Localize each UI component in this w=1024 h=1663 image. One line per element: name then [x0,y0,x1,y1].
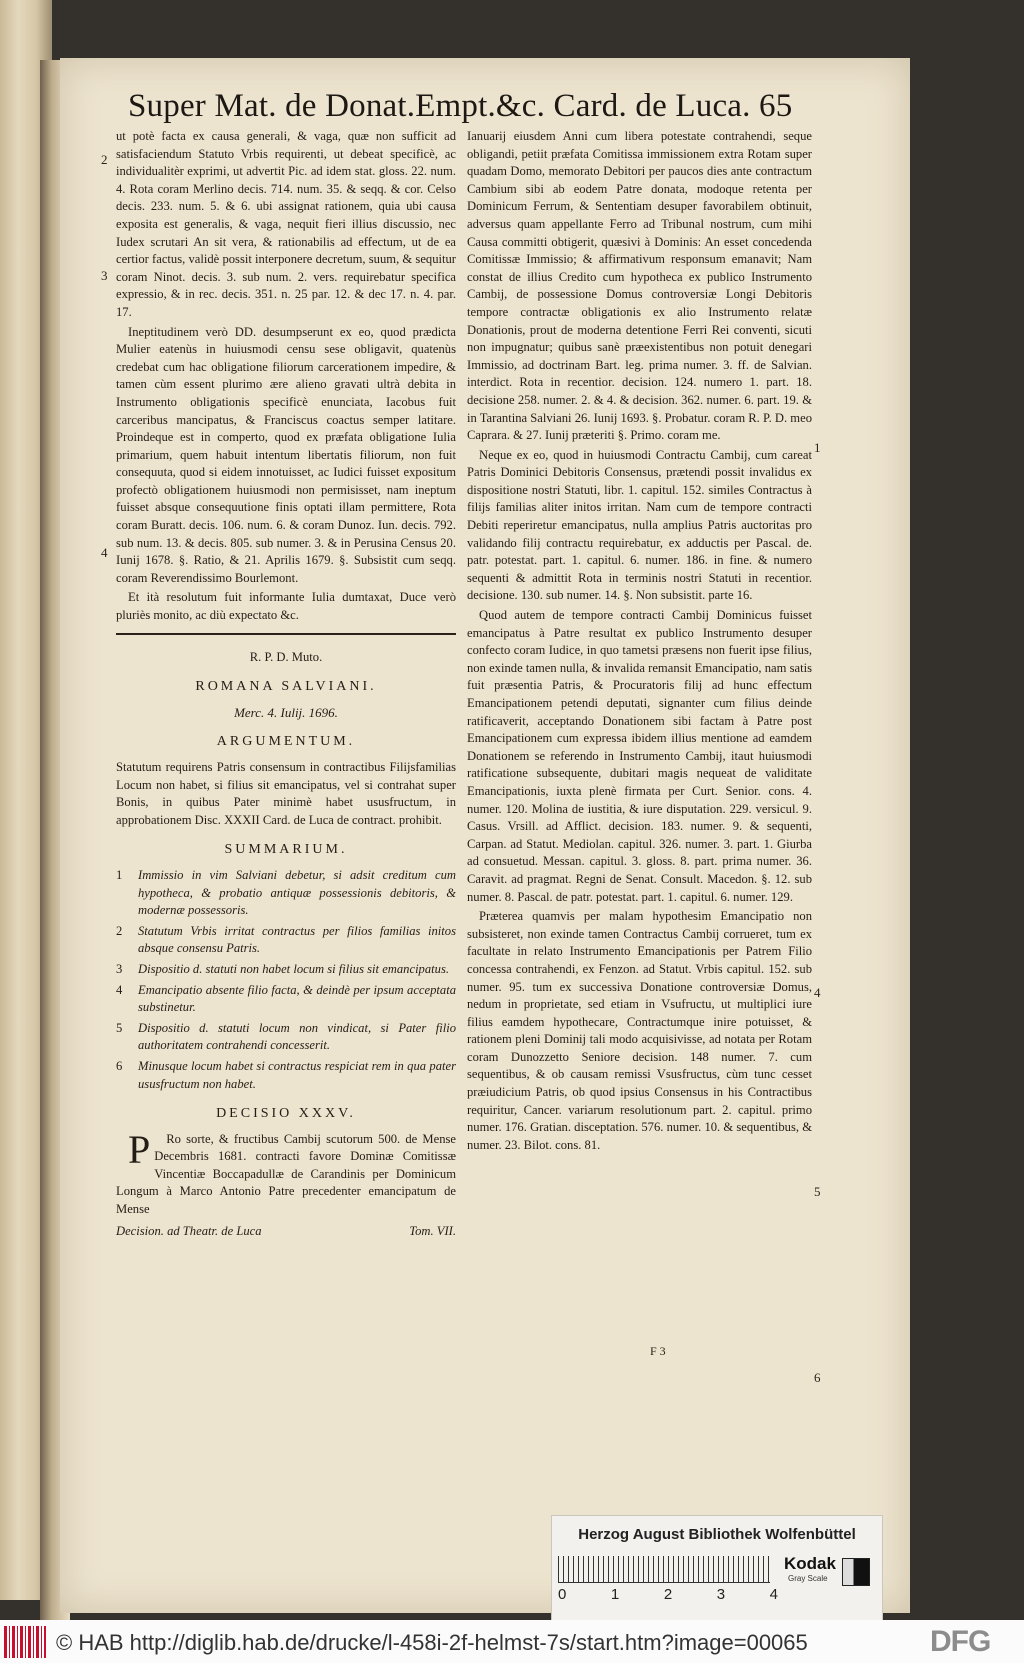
margin-number: 1 [814,440,821,455]
summarium-list [116,867,456,1093]
right-paragraph: Neque ex eo, quod in huiusmodi Contractu Cambij, cum careat Patris Dominici Debitoris Consensus, prætendi possit invalidus ex dispositione nostri Statuti, libr. 1. capitul. 152. similes Contractus à filijs familias aliter initos irritan. Nam cum de tempore contracti Debiti reperiretur emancipatus, nulla amplius Patris auctoritas pro validando filij contractu requirebatur, ex adductis per Pascal. de. patr. potestat. part. 1. capitul. 6. numer. 186. in fine. & numero sequenti & admittit Rota in terminis nostri Statuti in recentior. decisione. 130. sub numer. 14. §. Non subsistit. parte 16. [467,447,812,603]
decisio-text: Ro sorte, & fructibus Cambij scutorum 500. de Mense Decembris 1681. contracti favore Dominæ Comitissæ Vincentiæ Boccapadullæ de Carandinis per Dominicum Longum à Marco Antonio Patre precedenter emancipatum de Mense [116,1131,456,1217]
scale-number: 3 [716,1586,726,1603]
footer-bar [0,1620,1024,1663]
drop-cap: P [128,1126,151,1172]
signature-mark: F 3 [650,1344,666,1358]
summarium-item: 5 Dispositio d. statuti locum non vindicat, si Pater filio authoritatem contrahendi concesserit. [116,1020,456,1053]
scale-number: 2 [663,1586,673,1603]
color-target-card [551,1515,883,1635]
grayscale-patch [842,1558,870,1586]
right-paragraph: Ianuarij eiusdem Anni cum libera potestate contrahendi, seque obligandi, petiit præfata Comitissa immissionem extra Rotam super quadam Domo, memorato Debitori per paucos dies ante contractum Cambium sibi ab eodem Patre donata, modoque retenta per Dominicum Ferrum, & Sententiam desuper favorabilem obtinuit, adversus quam appellante Ferro ad Tribunal nostrum, cum mihi Causa committi obtigerit, quæsivi à Dominis: An esset concedenda Comitissæ Immissio; & affirmativum responsum emanavit; Nam constat de illius Credito cum hypotheca ex publico Instrumento Cambij, de possessione Domus controversiæ Longi Debitoris tempore contractæ obligationis ex alio Instrumento relatæ Donationis, prout de moderna detentione Ferri Rei conventi, sicuti non impugnatur; quibus sanè præexistentibus non potuit denegari Immissio, ad doctrinam Bart. leg. prima numer. 3. ff. de Salvian. interdict. Rota in recentior. decision. 124. numero 1. part. 18. decisione 258. numer. 2. & 4. & decision. 362. numer. 6. part. 19. & in Tarantina Salviani 26. Iunij 1693. §. Probatur. coram R. P. D. meo Caprara. & 27. Iunij præteriti §. Primo. coram me. [467,129,812,443]
right-column [467,128,812,1156]
source-link[interactable]: © HAB http://diglib.hab.de/drucke/l-458i-2f-helmst-7s/start.htm?image=00065 [56,1630,808,1655]
kodak-subtitle: Gray Scale [788,1574,828,1583]
case-date: Merc. 4. Iulij. 1696. [234,704,338,720]
scale-number: 4 [769,1586,778,1603]
summarium-item: 6 Minusque locum habet si contractus respiciat rem in qua pater ususfructum non habet. [116,1058,456,1091]
summarium-item: 4 Emancipatio absente filio facta, & deindè per ipsum acceptata substinetur. [116,982,456,1015]
margin-number: 5 [814,1184,821,1199]
scale-numbers [558,1586,778,1603]
argumentum-text: Statutum requirens Patris consensum in contractibus Filijsfamilias Locum non habet, si filius sit emancipatus, vel si contrahat super Bonis, in quibus Pater minimè habet ususfructum, in approbationem Disc. XXXII Card. de Luca de contract. prohibit. [116,760,456,827]
running-header: Super Mat. de Donat.Empt.&c. Card. de Luca. 65 [128,88,793,124]
case-title: ROMANA SALVIANI. [195,679,377,695]
margin-number: 4 [814,985,821,1000]
left-paragraph: Et ità resolutum fuit informante Iulia dumtaxat, Duce verò pluriès monito, ac diù expectato &c. [116,590,456,623]
decisio-title: DECISIO XXXV. [216,1106,356,1122]
catchline-right: Tom. VII. [409,1223,456,1238]
dfg-logo: DFG [930,1625,991,1658]
argumentum-title: ARGUMENTUM. [216,734,356,750]
left-paragraph: Ineptitudinem verò DD. desumpserunt ex eo, quod prædicta Mulier eatenùs in huiusmodi censu sese obligavit, quatenùs credebat cum hac obligatione filiorum carcerationem impedire, & tamen cùm essent plurimo ære alieno gravati ultrà debita in Instrumento obligationis specificè enunciata, Iacobus fuit carceribus mancipatus, & Franciscus coactus semper latitare. Proindeque est in comperto, quod ex præfata obligatione Iulia primarium, quem habuit intentum libertatis filiorum, non fuit consequuta, quod si eidem innotuisset, ac Iudici fuisset expositum profectò obligationem huiusmodi non permisisset, nam ineptum fuisset absque consequutione finis optati illam permittere, Rota coram Buratt. decis. 106. num. 6. & coram Dunoz. Iun. decis. 792. sub num. 13. & decis. 805. sub numer. 3. & in Perusina Census 20. Iunij 1678. §. Ratio, & 21. Aprilis 1679. §. Subsistit cum seqq. coram Reverendissimo Bourlemont. [116,324,456,585]
decisio-paragraph [116,1126,456,1219]
margin-number: 6 [814,1370,821,1385]
margin-number: 4 [101,545,108,560]
section-rule [116,633,456,635]
catchline [116,1223,456,1241]
left-column [116,128,456,1240]
hab-barcode-icon [4,1626,46,1658]
left-paragraph: ut potè facta ex causa generali, & vaga, quæ non sufficit ad satisfaciendum Statuto Vrbis requirenti, ut debeat specificè, ac individualitèr exprimi, ut advertit Pic. ad idem stat. gloss. 22. num. 4. Rota coram Merlino decis. 714. num. 35. & seqq. & cor. Celso decis. 233. num. 5. & 6. ubi assignat rationem, quia ubi causa exposita est generalis, & vaga, nequit fieri illius discussio, nec Iudex scrutari An sit vera, & rationabilis ad effectum, ut de ea certior factus, validè possit interponere decretum, suum, & sequitur coram Ninot. decis. 3. sub num. 2. vers. requirebatur specifica expressio, & in rec. decis. 351. n. 25 par. 12. & dec 17. n. 4. par. 17. [116,129,456,319]
right-paragraph: Quod autem de tempore contracti Cambij Dominicus fuisset emancipatus à Patre resultat ex publico Instrumento desuper confecto coram Iudice, in quo tametsi præsens non fuerit ipse filius, non exinde tamen nulla, & invalida remansit Emancipatio, nam satis fuit præsentia Patris, & Procuratoris filij ad hunc effectum Emancipationem petendi deputati, signanter cum filius deinde ratificaverit, acceptando Donationem sibi factam à Patre post Emancipationem cum expressa ibidem illius mentione ad eamdem Donationem se referendo in Instrumento Cambij, itaut huiusmodi ratificatione subsequente, dubitari magis nequeat de validitate Emancipationis, iuxta plenè firmata per Curt. Senior. cons. 4. numer. 120. Molina de iustitia, & iure disputation. 229. versicul. 9. Casus. Vrsill. ad Afflict. decision. 183. numer. 9. & sequenti, Carpan. ad Statut. Mediolan. capitul. 326. numer. 3. part. 1. Giurba ad consuetud. Messan. capitul. 3. gloss. 8. part. prima numer. 36. Caravit. ad pragmat. Regni de Senat. Consult. Macedon. §. 12. sub numer. 8. Pascal. de patr. potestat. part. 1. capitul. 6. numer. 129. [467,608,812,904]
scale-number: 1 [610,1586,620,1603]
summarium-item: 3 Dispositio d. statuti non habet locum si filius sit emancipatus. [116,961,450,976]
summarium-item: 1 Immissio in vim Salviani debetur, si adsit creditum cum hypotheca, & probatio antiquæ possessionis debitoris, & modernæ possessoris. [116,867,456,918]
scale-ruler [558,1556,770,1583]
kodak-logo: Kodak [784,1554,836,1573]
margin-number: 2 [101,152,108,167]
right-paragraph: Præterea quamvis per malam hypothesim Emancipatio non subsisteret, non exinde tamen Contractus Cambij corrueret, tum ex facultate in relato Instrumento Emancipationis per Patrem Filio concessa contrahendi, ex Fenzon. ad Statut. Vrbis capitul. 152. sub numer. 95. tum ex successiva Donatione controversiæ Domus, nedum in proprietate, sed etiam in Vsufructu, ut multiplici iure filius eamdem hypothecare, Contractumque inire potuisset, & rationem pleni Dominij tali modo acquisivisse, ad notata per Rotam coram Dunozzetto Seniore decision. 148 numer. 7. cum sequentibus, & ob causam remissi Vsusfructus, cùm tunc cesset præiudicium Patris, ob quod ipsius Consensus in his Contractibus requiritur, Cancer. variarum resolutionum part. 2. capitul. primo numer. 176. Gratian. disceptation. 576. numer. 10. & sequentibus, & numer. 23. Bilot. cons. 81. [467,909,812,1152]
summarium-title: SUMMARIUM. [224,842,348,858]
target-title: Herzog August Bibliothek Wolfenbüttel [578,1526,856,1543]
summarium-item: 2 Statutum Vrbis irritat contractus per filios familias initos absque consensu Patris. [116,923,456,956]
scale-number: 0 [558,1586,567,1603]
margin-number: 3 [101,268,108,283]
judge-name: R. P. D. Muto. [249,649,323,664]
catchline-left: Decision. ad Theatr. de Luca [116,1223,262,1238]
